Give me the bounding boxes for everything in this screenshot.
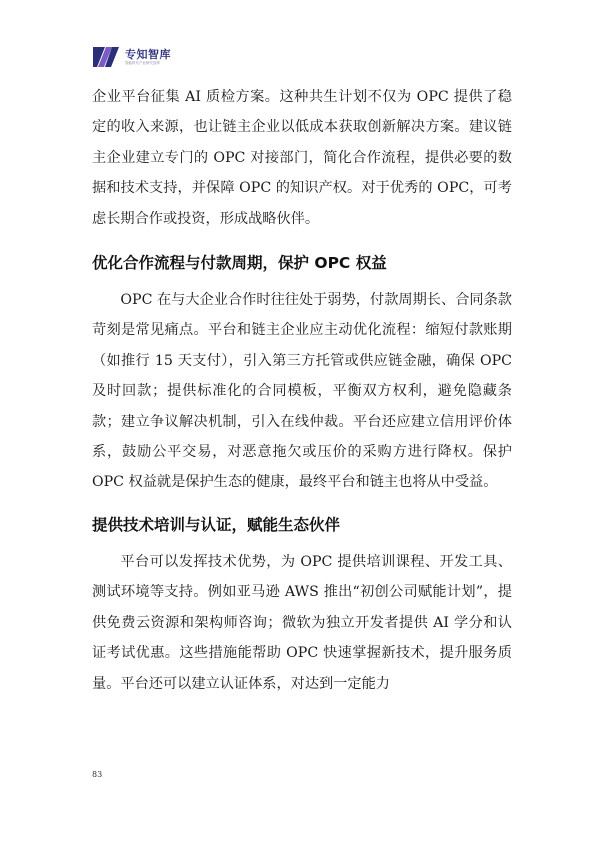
page-number: 83 xyxy=(92,770,103,779)
logo-tagline: 智能时代产业研究智库 xyxy=(125,61,160,65)
paragraph-3: 平台可以发挥技术优势，为 OPC 提供培训课程、开发工具、测试环境等支持。例如亚马逊 AWS 推出“初创公司赋能计划”，提供免费云资源和架构师咨询；微软为独立开发者提供 AI 学分和认证考试优惠。这些措施能帮助 OPC 快速掌握新技术，提升服务质量。平台还可以建立认证体系，对达到一定能力 xyxy=(92,553,512,692)
paragraph-2: OPC 在与大企业合作时往往处于弱势，付款周期长、合同条款苛刻是常见痛点。平台和链主企业应主动优化流程：缩短付款账期（如推行 15 天支付），引入第三方托管或供应链金融，确保 OPC 及时回款；提供标准化的合同模板，平衡双方权利，避免隐藏条款；建立争议解决机制，引入在线仲裁。平台还应建立信用评价体系，鼓励公平交易，对恶意拖欠或压价的采购方进行降权。保护 OPC 权益就是保护生态的健康，最终平台和链主也将从中受益。 xyxy=(92,292,512,491)
page-header xyxy=(92,44,171,70)
section-heading-1: 优化合作流程与付款周期，保护 OPC 权益 xyxy=(92,254,387,273)
logo-name: 专知智库 xyxy=(125,48,171,61)
logo-icon xyxy=(92,44,122,70)
paragraph-1: 企业平台征集 AI 质检方案。这种共生计划不仅为 OPC 提供了稳定的收入来源，也让链主企业以低成本获取创新解决方案。建议链主企业建立专门的 OPC 对接部门，简化合作流程，提供必要的数据和技术支持，并保障 OPC 的知识产权。对于优秀的 OPC，可考虑长期合作或投资，形成战略伙伴。 xyxy=(92,89,512,227)
logo-text xyxy=(125,48,171,66)
section-heading-2: 提供技术培训与认证，赋能生态伙伴 xyxy=(92,515,341,534)
page-content xyxy=(92,82,512,699)
